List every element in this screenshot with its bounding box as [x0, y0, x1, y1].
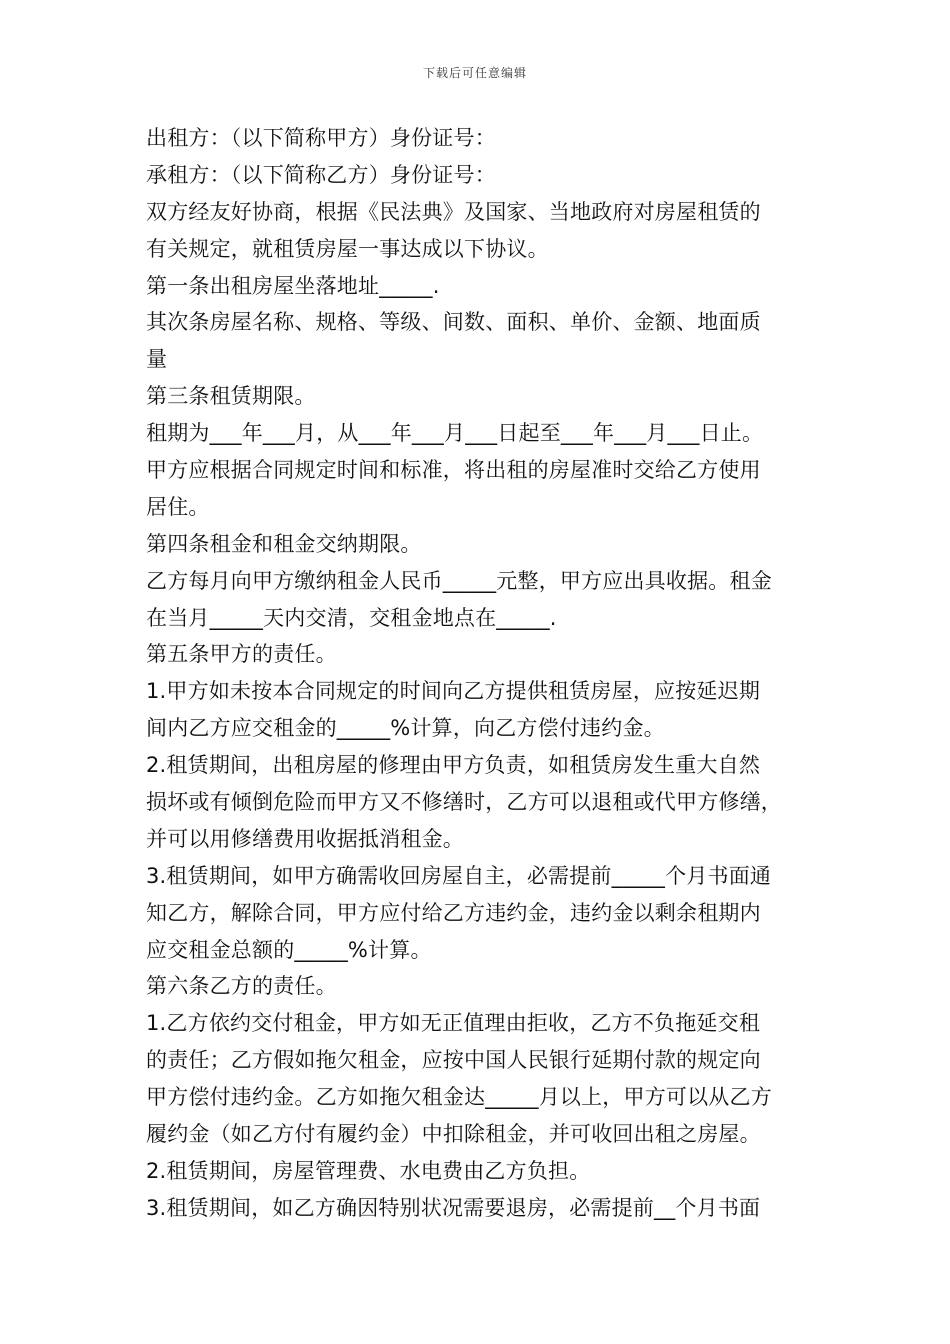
text-line: 1.甲方如未按本合同规定的时间向乙方提供租赁房屋，应按延迟期: [146, 679, 761, 704]
text-line: 第六条乙方的责任。: [146, 974, 337, 999]
text-line: 3.租赁期间，如乙方确因特别状况需要退房，必需提前__个月书面: [146, 1195, 761, 1220]
text-line: 乙方每月向甲方缴纳租金人民币_____元整，甲方应出具收据。租金: [146, 568, 772, 593]
text-line: 出租方：（以下简称甲方）身份证号：: [146, 126, 496, 150]
text-line: 其次条房屋名称、规格、等级、间数、面积、单价、金额、地面质: [146, 310, 761, 335]
text-line: 履约金（如乙方付有履约金）中扣除租金，并可收回出租之房屋。: [146, 1122, 761, 1147]
text-line: 1.乙方依约交付租金，甲方如无正值理由拒收，乙方不负拖延交租: [146, 1011, 761, 1036]
text-line: 承租方：（以下简称乙方）身份证号：: [146, 162, 496, 187]
text-line: 双方经友好协商，根据《民法典》及国家、当地政府对房屋租赁的: [146, 199, 761, 224]
text-line: 量: [146, 347, 168, 372]
text-line: 在当月_____天内交清，交租金地点在_____.: [146, 605, 557, 630]
contract-body: [146, 120, 810, 1227]
text-line: 3.租赁期间，如甲方确需收回房屋自主，必需提前_____个月书面通: [146, 863, 772, 888]
text-line: 租期为___年___月，从___年___月___日起至___年___月___日止。: [146, 421, 764, 446]
text-line: 2.租赁期间，房屋管理费、水电费由乙方负担。: [146, 1158, 591, 1183]
text-line: 第四条租金和租金交纳期限。: [146, 531, 422, 556]
text-line: 知乙方，解除合同，甲方应付给乙方违约金，违约金以剩余租期内: [146, 900, 761, 925]
text-line: 甲方偿付违约金。乙方如拖欠租金达_____月以上，甲方可以从乙方: [146, 1085, 772, 1110]
text-line: 第三条租赁期限。: [146, 384, 316, 409]
text-line: 2.租赁期间，出租房屋的修理由甲方负责，如租赁房发生重大自然: [146, 753, 761, 778]
text-line: 的责任；乙方假如拖欠租金，应按中国人民银行延期付款的规定向: [146, 1048, 761, 1073]
text-line: 甲方应根据合同规定时间和标准，将出租的房屋准时交给乙方使用: [146, 458, 761, 483]
header-note: 下载后可任意编辑: [422, 66, 527, 80]
text-line: 应交租金总额的_____%计算。: [146, 937, 432, 962]
text-line: 间内乙方应交租金的_____%计算，向乙方偿付违约金。: [146, 716, 665, 741]
text-line: 损坏或有倾倒危险而甲方又不修缮时，乙方可以退租或代甲方修缮，: [146, 790, 782, 815]
text-line: 第一条出租房屋坐落地址_____.: [146, 273, 440, 298]
text-line: 第五条甲方的责任。: [146, 642, 337, 667]
text-line: 并可以用修缮费用收据抵消租金。: [146, 826, 464, 851]
text-line: 居住。: [146, 494, 210, 519]
text-line: 有关规定，就租赁房屋一事达成以下协议。: [146, 236, 549, 261]
